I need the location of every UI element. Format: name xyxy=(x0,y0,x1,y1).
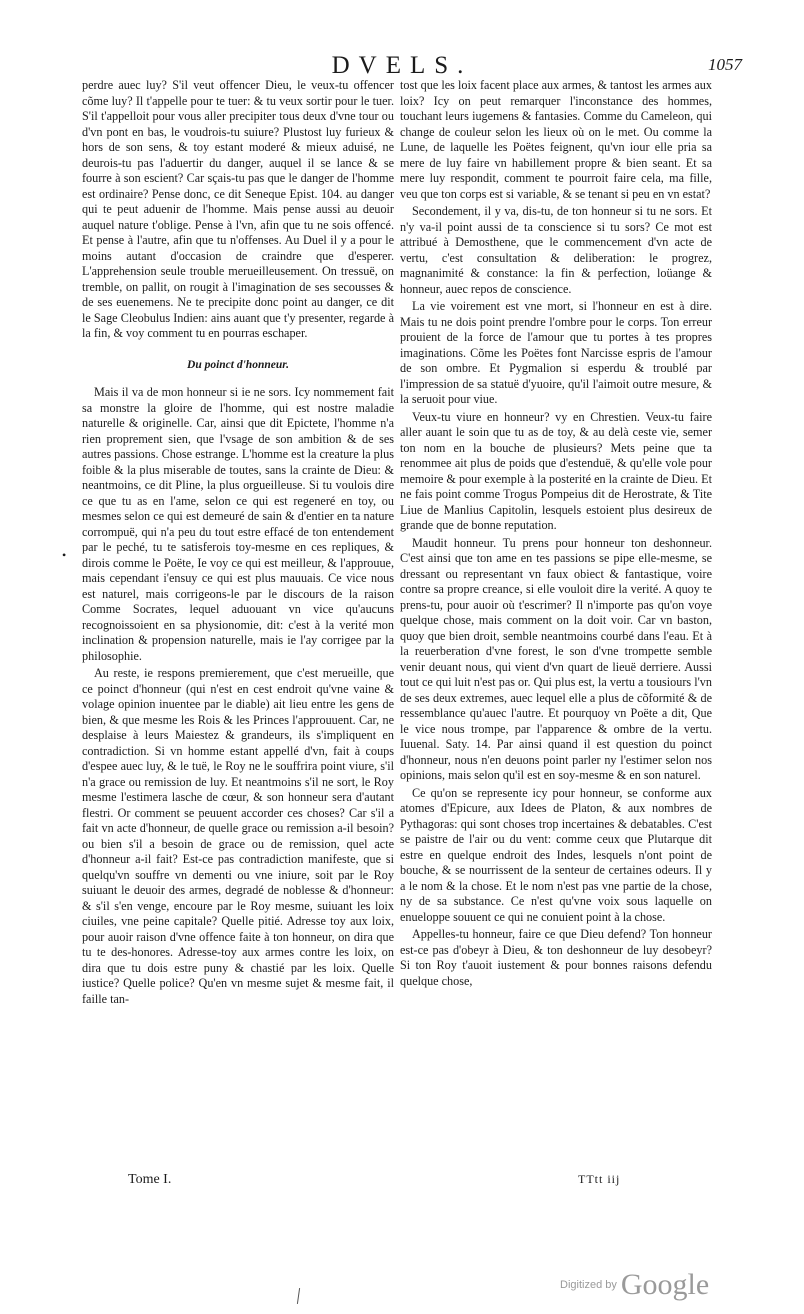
right-column xyxy=(400,78,712,989)
left-column xyxy=(82,78,394,1007)
running-head: DVELS. xyxy=(331,52,473,79)
watermark-prefix: Digitized by xyxy=(560,1279,617,1291)
margin-mark: • xyxy=(62,548,67,562)
paragraph: Ce qu'on se represente icy pour honneur, se conforme aux atomes d'Epicure, aux Idees de Platon, & aux nombres de Pythagoras: qui sont choses trop incertaines & debatables. C'est se paistre de l'air ou du vent: comme ceux que Plutarque dit estre en quelque endroit des Indes, lesquels n'ont point de bouche, & se nourrissent de la senteur de certaines odeurs. Il y a le nom & la chose. Et le nom n'est pas vne partie de la chose, ny de sa substance. Ce n'est qu'vne voix sous laquelle on enueloppe souuent ce qui ne conuient point à la chose. xyxy=(400,785,712,924)
paragraph: Au reste, ie respons premierement, que c'est merueille, que ce poinct d'honneur (qui n'est en cest endroit qu'vne vaine & volage opinion inuentee par le diable) ait lieu entre les gens de bien, & que mesme les Rois & les Princes l'approuuent. Car, ne desplaise à leurs Maiestez & grandeurs, ils s'impliquent en contradiction. Si vn homme estant appellé d'vn, fait à coups d'espee auec luy, & le tuë, le Roy ne le souffrira point viure, s'il n'a grace ou remission de luy. Et neantmoins s'il ne sort, le Roy mesme l'estimera lasche de cœur, & son honneur sera d'autant flestri. Or comment se peuuent accorder ces choses? Car s'il a fait vn acte d'honneur, de quelle grace ou remission a-il besoin? ou bien s'il a besoin de grace ou de remission, quel acte d'honneur a-il fait? Est-ce pas contradiction manifeste, que si quelqu'vn souffre vn dementi ou vne iniure, soit par le Roy suiuant le deuoir des armes, degradé de noblesse & d'honneur: & s'il s'en venge, encoure par le Roy mesme, suiuant les loix ciuiles, vne peine capitale? Quelle pitié. Adresse toy aux loix, pour auoir raison d'vne offence faite à ton honneur, on dira que tu te des-honores. Adresse-toy aux armes contre les loix, on dira que tu dois estre puny & chastié par les loix. Quelle iustice? Quelle police? Qu'en vn mesme sujet & mesme fait, il faille tan- xyxy=(82,666,394,1006)
google-logo: Google xyxy=(620,1268,710,1301)
paragraph: La vie voirement est vne mort, si l'honneur en est à dire. Mais tu ne dois point prendre l'ombre pour le corps. Ton erreur prouient de la force de l'amour que tu portes à tes propres imaginations. Cõme les Poëtes font Narcisse espris de l'amour de son ombre. Et Pygmalion si esperdu & troublé par l'impression de sa statuë d'yuoire, qu'il l'aimoit outre mesure, & la seruoit pour viue. xyxy=(400,299,712,406)
paragraph: Veux-tu viure en honneur? vy en Chrestien. Veux-tu faire aller auant le soin que tu as de toy, & au delà ceste vie, semer ton nom en la bouche de plusieurs? Mets peine que ta renommee ait plus de poids que d'estenduë, & qu'elle vole pour memoire & pour exemple à la posterité en la crainte de Dieu. Et ne fais point comme Trogus Pompeius dit de Herostrate, & Tite Liue de Manlius Capitolin, lesquels estoient plus desireux de grande que de bonne reputation. xyxy=(400,409,712,532)
page-number: 1057 xyxy=(708,55,742,74)
paragraph: tost que les loix facent place aux armes, & tantost les armes aux loix? Icy on peut remarquer l'inconstance des hommes, touchant leurs iugemens & fantasies. Comme du Cameleon, qui change de couleur selon les lieux où on le met. Ou comme la Lune, de laquelle les Poëtes feignent, qu'vn iour elle pria sa mere de luy faire vn habillement propre & bien seant. Et sa mere luy respondit, comment te pourroit faire cela, ma fille, veu que ton corps est si variable, & se tenant si peu en vn estat? xyxy=(400,78,712,201)
paragraph: Mais il va de mon honneur si ie ne sors. Icy nommement fait sa monstre la gloire de l'homme, qui est nostre maladie naturelle & originelle. Car, ainsi que dit Epictete, l'homme n'a rien proprement sien, que l'vsage de son ambition & de ses autres passions. Chose estrange. L'homme est la creature la plus foible & la plus miserable de toutes, sans la crainte de Dieu: & neantmoins, ce dit Pline, la plus orgueilleuse. Si tu voulois dire ce que tu as en l'ame, selon ce qui est regeneré en toy, ou mesmes selon ce qui est demeuré de sain & d'entier en ta nature corrompuë, qui n'a peu du tout estre effacé de ton entendement par le peché, tu te satisferois toy-mesme en ces repliques, & dirois comme le Poëte, Ie voy ce qui est meilleur, & l'approuue, mais cependant i'ensuy ce qui est plus mauuais. Ce vice nous est naturel, mais corrigeons-le par le discours de la raison Comme Socrates, lequel aduouant vn vice qu'aucuns recognoissoient en sa physionomie, dit: c'est à la verité mon inclination & propension naturelle, mais ie l'ay corrigee par la philosophie. xyxy=(82,385,394,663)
digitized-watermark xyxy=(560,1268,709,1302)
paragraph: perdre auec luy? S'il veut offencer Dieu, le veux-tu offencer cõme luy? Il t'appelle pour te tuer: & tu veux sortir pour le tuer. S'il t'appelloit pour vous aller precipiter tous deux d'vne tour ou d'vn pont en bas, le voudrois-tu suiure? Plustost luy furieux & hors de son sens, & toy estant moderé & mieux aduisé, ne deurois-tu pas l'aduertir du danger, auquel il se lance & se fourre à son escient? Car sçais-tu pas que le danger de l'homme est ordinaire? Pense donc, ce dit Seneque Epist. 104. au danger qui te peut aduenir de l'homme. Mais pense aussi au deuoir auquel nature t'oblige. Pense à l'vn, afin que tu ne sois offencé. Et pense à l'autre, afin que tu n'offenses. Au Duel il y a pour le moins autant d'occasion de craindre que d'esperer. L'apprehension seule trouble merueilleusement. On tressuë, on tremble, on pallit, on rougit à l'imagination de ses secousses & de ses euenemens. Ne te precipite donc point au danger, ce dit le Sage Cleobulus Indien: ains auant que t'y presenter, regarde à la fin, & voy comment tu en pourras eschaper. xyxy=(82,78,394,340)
volume-label: Tome I. xyxy=(128,1172,172,1187)
scan-mark xyxy=(297,1288,300,1304)
paragraph: Maudit honneur. Tu prens pour honneur ton deshonneur. C'est ainsi que ton ame en tes passions se pipe elle-mesme, se dressant ou representant vn faux obiect & fantastique, voire contre sa propre creance, si elle vouloit dire la verité. A quoy te prens-tu, pour auoir où t'escrimer? Il n'importe pas qu'on voye quelque chose, mais comment on la doit voir. Car vn baston, quoy que bien droit, semble neantmoins courbé dans l'eau. Et à la reuerberation d'vne forest, le son d'vne trompette semble venir deuant nous, qui vient d'vn quart de lieuë derriere. Aussi tout ce qui luit n'est pas or. Qui plus est, la vertu a tousiours l'vn de ses deux extremes, auec lequel elle a plus de cõformité & de ressemblance qu'auec l'autre. Et pourquoy vn Poëte a dit, Que le vice nous trompe, par l'apparence & ombre de la vertu. Iuuenal. Saty. 14. Par ainsi quand il est question du poinct d'honneur, nous n'en deuons point parler ny l'estimer selon nos opinions, mais selon qu'il est en soy-mesme & en son naturel. xyxy=(400,535,712,782)
signature-mark: TTtt iij xyxy=(578,1172,621,1186)
paragraph: Secondement, il y va, dis-tu, de ton honneur si tu ne sors. Et n'y va-il point aussi de ta conscience si tu sors? Ce mot est attribué à Demosthene, que le commencement d'vn acte de vertu, c'est consultation & deliberation: le progrez, magnanimité & constance: la fin & perfection, loüange & honneur, auec repos de conscience. xyxy=(400,204,712,296)
paragraph: Appelles-tu honneur, faire ce que Dieu defend? Ton honneur est-ce pas d'obeyr à Dieu, & ton deshonneur de luy desobeyr? Si ton Roy t'auoit iustement & pour bonnes raisons defendu quelque chose, xyxy=(400,927,712,988)
section-heading: Du poinct d'honneur. xyxy=(187,358,289,371)
